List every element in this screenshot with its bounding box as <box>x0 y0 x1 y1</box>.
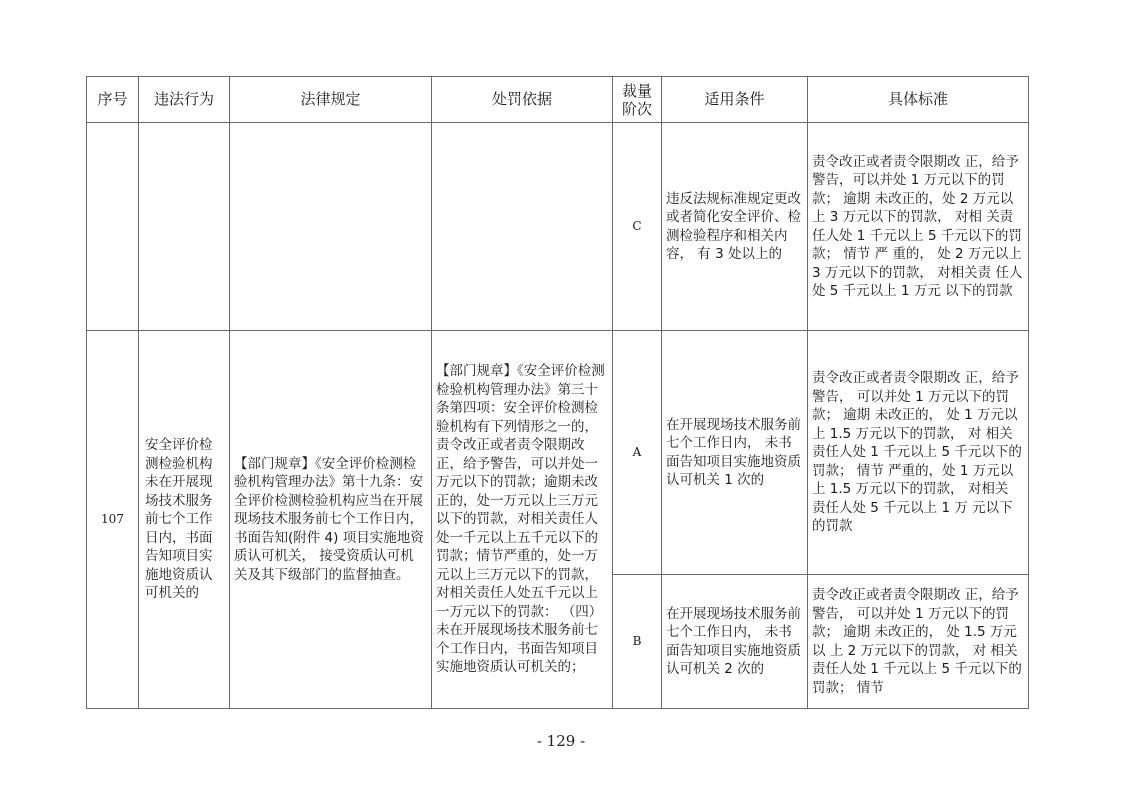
cell-standard-b: 责令改正或者责令限期改 正，给予警告， 可以并处 1 万元以下的罚款； 逾期 未改正的， 处 1.5 万元以 上 2 万元以下的罚款， 对 相关责任人处 1 千元以上 5 千元以下的罚款； 情节 <box>808 575 1029 709</box>
table-row <box>87 331 1029 575</box>
header-legal-provision: 法律规定 <box>230 77 432 123</box>
header-serial-number: 序号 <box>87 77 139 123</box>
header-penalty-basis: 处罚依据 <box>432 77 613 123</box>
cell-serial-empty <box>87 123 139 331</box>
cell-level-a: A <box>613 331 662 575</box>
cell-condition-a: 在开展现场技术服务前七个工作日内， 未书面告知项目实施地资质认可机关 1 次的 <box>662 331 808 575</box>
cell-serial-107: 107 <box>87 331 139 709</box>
cell-condition-b: 在开展现场技术服务前七个工作日内， 未书面告知项目实施地资质认可机关 2 次的 <box>662 575 808 709</box>
cell-condition-c: 违反法规标准规定更改或者简化安全评价、检测检验程序和相关内容， 有 3 处以上的 <box>662 123 808 331</box>
header-violation: 违法行为 <box>139 77 230 123</box>
cell-standard-a: 责令改正或者责令限期改 正，给予警告， 可以并处 1 万元以下的罚款； 逾期 未改正的， 处 1 万元以上 1.5 万元以下的罚款， 对 相关责任人处 1 千元以上 5 千元以下的罚款； 情节 严重的，处 1 万元以上 1.5 万元以下的罚款， 对相关 责任人处 5 千元以上 1 万 元以下的罚款 <box>808 331 1029 575</box>
table-row <box>87 123 1029 331</box>
cell-law-empty <box>230 123 432 331</box>
cell-basis-107: 【部门规章】《安全评价检测检验机构管理办法》第三十条第四项：安全评价检测检验机构有下列情形之一的，责令改正或者责令限期改正，给予警告，可以并处一万元以下的罚款；逾期未改正的，处一万元以上三万元以下的罚款，对相关责任人处一千元以上五千元以下的罚款；情节严重的，处一万元以上三万元以下的罚款，对相关责任人处五千元以上一万元以下的罚款： （四）未在开展现场技术服务前七个工作日内，书面告知项目实施地资质认可机关的； <box>432 331 613 709</box>
cell-violation-107: 安全评价检测检验机构未在开展现场技术服务前七个工作日内，书面告知项目实施地资质认可机关的 <box>139 331 230 709</box>
header-specific-standard: 具体标准 <box>808 77 1029 123</box>
penalty-standards-table <box>86 76 1029 709</box>
table-header-row <box>87 77 1029 123</box>
page-number: - 129 - <box>536 732 586 750</box>
cell-standard-c: 责令改正或者责令限期改 正，给予警告，可以并处 1 万元以下的罚款； 逾期 未改正的，处 2 万元以上 3 万元以下的罚款， 对相 关责任人处 1 千元以上 5 千元以下的罚款； 情节 严 重的， 处 2 万元以上 3 万元以下的罚款， 对相关责 任人处 5 千元以上 1 万元 以下的罚款 <box>808 123 1029 331</box>
cell-violation-empty <box>139 123 230 331</box>
cell-basis-empty <box>432 123 613 331</box>
header-discretion-level <box>613 77 662 123</box>
header-applicable-condition: 适用条件 <box>662 77 808 123</box>
cell-level-b: B <box>613 575 662 709</box>
header-discretion-level-text: 裁量阶次 <box>621 81 652 118</box>
cell-law-107: 【部门规章】《安全评价检测检验机构管理办法》第十九条：安全评价检测检验机构应当在开展现场技术服务前七个工作日内， 书面告知(附件 4) 项目实施地资质认可机关， 接受资质认可机关及其下级部门的监督抽查。 <box>230 331 432 709</box>
cell-level-c: C <box>613 123 662 331</box>
